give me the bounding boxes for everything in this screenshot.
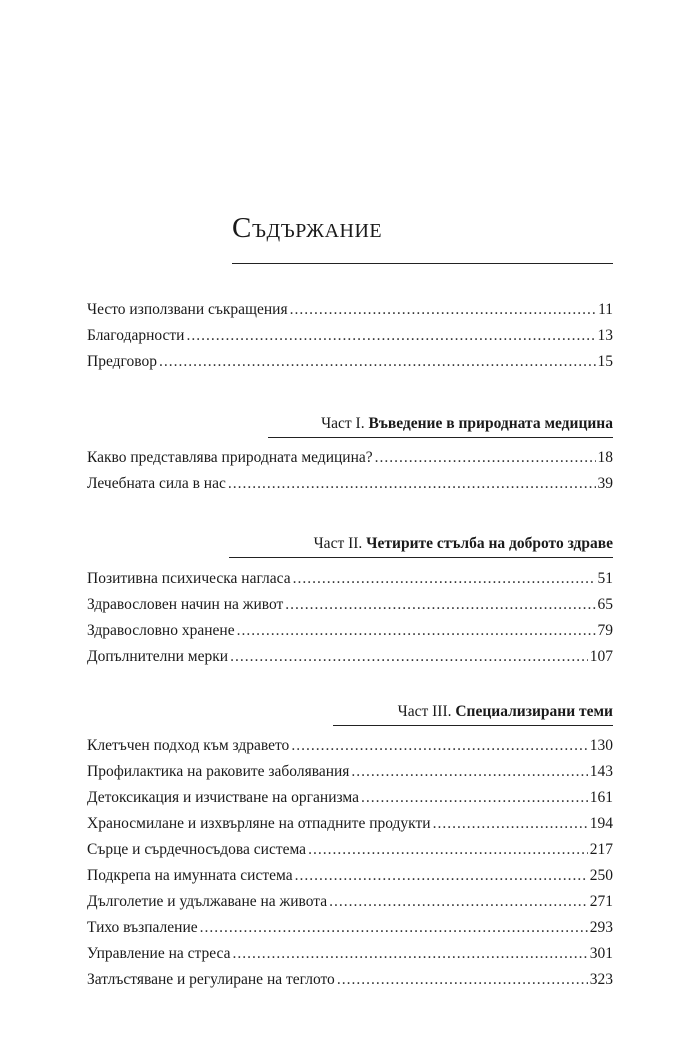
toc-entry-label: Здравословен начин на живот (87, 596, 284, 613)
dot-leader (228, 472, 596, 496)
toc-entry-label: Профилактика на раковите заболявания (87, 763, 350, 780)
toc-entry-page: 271 (589, 893, 613, 910)
part-rule (268, 437, 613, 438)
toc-entry-page: 51 (597, 570, 613, 587)
toc-entry-label: Предговор (87, 353, 157, 370)
toc-entry-label: Какво представлява природната медицина? (87, 449, 373, 466)
part-heading-1 (321, 413, 613, 435)
dot-leader (200, 916, 588, 940)
toc-entry-page: 293 (589, 919, 613, 936)
toc-entry-page: 13 (597, 327, 613, 344)
toc-entry-page: 143 (589, 763, 613, 780)
part-number: Част III. (397, 703, 452, 720)
dot-leader (237, 619, 596, 643)
part-rule (333, 725, 613, 726)
toc-entry-label: Подкрепа на имунната система (87, 867, 293, 884)
part-heading-2 (314, 533, 613, 555)
toc-entry[interactable] (87, 734, 613, 758)
toc-entry-page: 39 (597, 475, 613, 492)
part-name: Четирите стълба на доброто здраве (366, 535, 613, 552)
toc-entry-page: 250 (589, 867, 613, 884)
part-number: Част II. (313, 535, 363, 552)
toc-entry[interactable] (87, 446, 613, 470)
toc-entry-page: 107 (589, 648, 613, 665)
dot-leader (308, 838, 588, 862)
toc-entry-page: 130 (589, 737, 613, 754)
toc-entry-label: Сърце и сърдечносъдова система (87, 841, 307, 858)
toc-entry[interactable] (87, 916, 613, 940)
dot-leader (375, 446, 596, 470)
dot-leader (186, 324, 595, 348)
part-name: Специализирани теми (455, 703, 613, 720)
dot-leader (159, 350, 596, 374)
toc-entry-page: 79 (597, 622, 613, 639)
title-rule (232, 263, 613, 264)
part-name: Въведение в природната медицина (368, 415, 613, 432)
toc-entry-abbreviations[interactable] (87, 298, 613, 322)
toc-entry-label: Тихо възпаление (87, 919, 198, 936)
toc-entry-label: Позитивна психическа нагласа (87, 570, 291, 587)
toc-entry[interactable] (87, 619, 613, 643)
dot-leader (361, 786, 588, 810)
toc-entry-label: Лечебната сила в нас (87, 475, 226, 492)
dot-leader (285, 593, 595, 617)
dot-leader (291, 734, 587, 758)
toc-entry[interactable] (87, 968, 613, 992)
toc-entry[interactable] (87, 760, 613, 784)
toc-entry-label: Клетъчен подход към здравето (87, 737, 290, 754)
toc-entry[interactable] (87, 942, 613, 966)
toc-entry-page: 217 (589, 841, 613, 858)
part-number: Част I. (321, 415, 365, 432)
toc-entry-label: Допълнителни мерки (87, 648, 229, 665)
dot-leader (290, 298, 596, 322)
toc-entry[interactable] (87, 472, 613, 496)
dot-leader (293, 567, 596, 591)
toc-entry-label: Управление на стреса (87, 945, 231, 962)
toc-entry-label: Здравословно хранене (87, 622, 235, 639)
toc-entry[interactable] (87, 786, 613, 810)
toc-entry[interactable] (87, 812, 613, 836)
page-title: Съдържание (232, 212, 383, 244)
dot-leader (295, 864, 588, 888)
toc-entry[interactable] (87, 890, 613, 914)
dot-leader (433, 812, 588, 836)
dot-leader (351, 760, 587, 784)
toc-entry-label: Детоксикация и изчистване на организма (87, 789, 359, 806)
toc-entry-page: 161 (589, 789, 613, 806)
toc-entry-acknowledgements[interactable] (87, 324, 613, 348)
toc-entry-preface[interactable] (87, 350, 613, 374)
toc-entry-page: 65 (597, 596, 613, 613)
toc-entry-page: 323 (589, 971, 613, 988)
toc-entry[interactable] (87, 864, 613, 888)
dot-leader (230, 645, 588, 669)
dot-leader (337, 968, 588, 992)
toc-entry-page: 194 (589, 815, 613, 832)
dot-leader (329, 890, 588, 914)
toc-entry-page: 18 (597, 449, 613, 466)
part-heading-3 (398, 701, 613, 723)
toc-entry-label: Благодарности (87, 327, 185, 344)
toc-entry[interactable] (87, 645, 613, 669)
part-rule (229, 557, 613, 558)
toc-entry[interactable] (87, 567, 613, 591)
toc-entry-page: 15 (597, 353, 613, 370)
toc-entry-label: Храносмилане и изхвърляне на отпадните продукти (87, 815, 431, 832)
toc-entry-label: Затлъстяване и регулиране на теглото (87, 971, 335, 988)
toc-entry-page: 301 (589, 945, 613, 962)
toc-entry[interactable] (87, 838, 613, 862)
dot-leader (232, 942, 587, 966)
toc-entry-page: 11 (598, 301, 613, 318)
toc-entry[interactable] (87, 593, 613, 617)
toc-entry-label: Често използвани съкращения (87, 301, 288, 318)
toc-entry-label: Дълголетие и удължаване на живота (87, 893, 328, 910)
